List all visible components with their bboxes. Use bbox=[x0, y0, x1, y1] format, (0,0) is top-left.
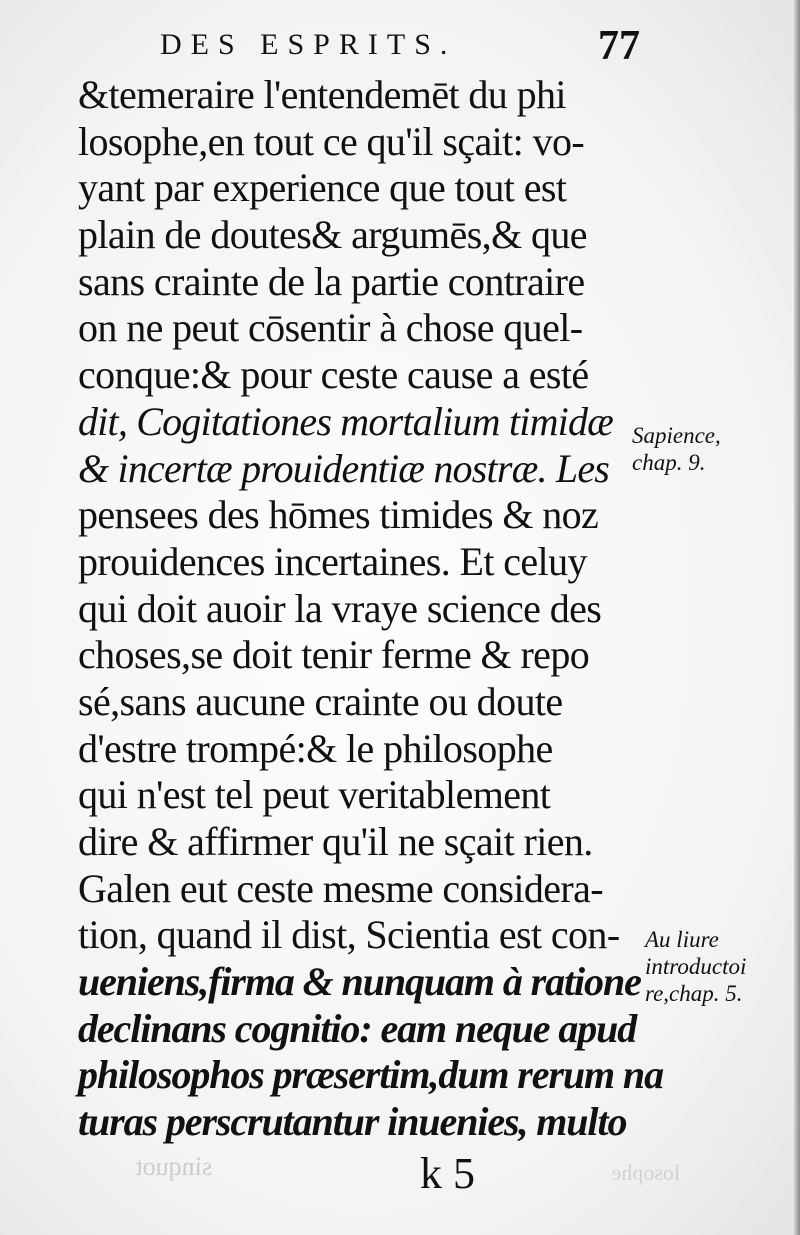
bleed-through-text: losophe bbox=[611, 1160, 680, 1185]
text-line: conque:& pour ceste cause a esté bbox=[78, 352, 589, 398]
margin-note-galen bbox=[645, 926, 746, 1007]
text-line-latin: declinans cognitio: eam neque apud bbox=[78, 1005, 637, 1051]
body-text bbox=[78, 72, 663, 1146]
page-header bbox=[140, 22, 640, 78]
text-line: on ne peut cōsentir à chose quel- bbox=[78, 305, 583, 351]
text-line: Galen eut ceste mesme considera- bbox=[78, 865, 603, 911]
text-line-latin: dit, Cogitationes mortalium timidæ bbox=[78, 398, 614, 444]
text-line: qui doit auoir la vraye science des bbox=[78, 585, 602, 631]
text-line-latin: philosophos præsertim,dum rerum na bbox=[78, 1052, 663, 1098]
text-line-latin: & incertæ prouidentiæ nostræ. Les bbox=[78, 445, 610, 491]
margin-note-line: re,chap. 5. bbox=[645, 981, 743, 1006]
margin-note-line: chap. 9. bbox=[632, 450, 706, 475]
text-line: tion, quand il dist, Scientia est con- bbox=[78, 912, 620, 958]
text-line: yant par experience que tout est bbox=[78, 165, 567, 211]
text-line: d'estre trompé:& le philosophe bbox=[78, 725, 553, 771]
page-edge-shadow bbox=[794, 0, 800, 1235]
text-line: sans crainte de la partie contraire bbox=[78, 258, 585, 304]
running-title: DES ESPRITS. bbox=[160, 28, 457, 61]
text-line-latin: turas perscrutantur inuenies, multo bbox=[78, 1099, 627, 1145]
text-line: dire & affirmer qu'il ne sçait rien. bbox=[78, 819, 593, 864]
page-number: 77 bbox=[598, 23, 640, 69]
text-line: &temeraire l'entendemēt du phi bbox=[78, 72, 566, 117]
bleed-through-text: sinquot bbox=[135, 1152, 212, 1181]
text-line: prouidences incertaines. Et celuy bbox=[78, 538, 587, 584]
text-line: plain de doutes& argumēs,& que bbox=[78, 212, 587, 258]
margin-note-line: introductoi bbox=[645, 954, 747, 979]
signature-mark: k 5 bbox=[420, 1149, 475, 1198]
margin-note-line: Au liure bbox=[645, 927, 719, 952]
text-line: sé,sans aucune crainte ou doute bbox=[78, 678, 563, 724]
text-line: pensees des hōmes timides & noz bbox=[78, 492, 599, 538]
text-line: losophe,en tout ce qu'il sçait: vo- bbox=[78, 118, 585, 164]
text-line: qui n'est tel peut veritablement bbox=[78, 772, 551, 818]
text-line-latin: ueniens,firma & nunquam à ratione bbox=[78, 959, 641, 1005]
margin-note-line: Sapience, bbox=[632, 423, 721, 448]
text-line: choses,se doit tenir ferme & repo bbox=[78, 632, 590, 678]
margin-note-sapience bbox=[632, 422, 721, 476]
